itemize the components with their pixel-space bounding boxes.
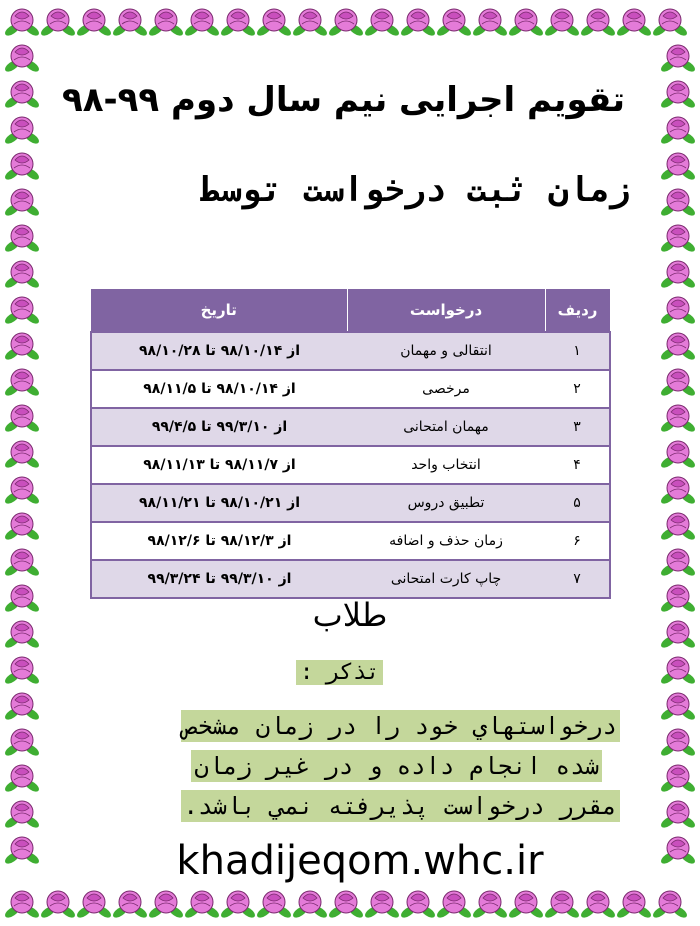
- flower-icon: [471, 9, 509, 38]
- flower-icon: [39, 891, 77, 920]
- page-title: تقویم اجرایی نیم سال دوم ۹۹-۹۸: [62, 80, 625, 120]
- flower-icon: [3, 801, 41, 830]
- flower-icon: [659, 441, 697, 470]
- row-date: از ۹۸/۱۰/۲۱ تا ۹۸/۱۱/۲۱: [91, 484, 347, 522]
- header-date: تاریخ: [91, 289, 347, 332]
- page-subtitle: زمان ثبت درخواست توسط: [200, 170, 630, 210]
- flower-icon: [3, 117, 41, 146]
- row-request: مرخصی: [347, 370, 545, 408]
- flower-icon: [659, 189, 697, 218]
- row-date: از ۹۸/۱۰/۱۴ تا ۹۸/۱۱/۵: [91, 370, 347, 408]
- table-row: [91, 560, 610, 598]
- flower-icon: [659, 765, 697, 794]
- row-date: از ۹۹/۳/۱۰ تا ۹۹/۴/۵: [91, 408, 347, 446]
- flower-icon: [507, 9, 545, 38]
- flower-icon: [3, 837, 41, 866]
- row-number: ۷: [545, 560, 610, 598]
- note-line-3: [60, 792, 620, 820]
- flower-icon: [3, 657, 41, 686]
- flower-icon: [327, 891, 365, 920]
- flower-icon: [3, 153, 41, 182]
- flower-icon: [3, 9, 41, 38]
- flower-icon: [3, 585, 41, 614]
- note-text: شده انجام داده و در غير زمان: [191, 750, 602, 782]
- note-line-1: [60, 712, 620, 740]
- flower-icon: [659, 261, 697, 290]
- flower-icon: [3, 297, 41, 326]
- flower-icon: [3, 189, 41, 218]
- flower-icon: [659, 585, 697, 614]
- flower-icon: [659, 369, 697, 398]
- flower-icon: [3, 369, 41, 398]
- flower-icon: [659, 81, 697, 110]
- flower-icon: [659, 477, 697, 506]
- flower-icon: [219, 9, 257, 38]
- flower-icon: [111, 9, 149, 38]
- flower-icon: [659, 801, 697, 830]
- flower-icon: [327, 9, 365, 38]
- flower-icon: [659, 45, 697, 74]
- flower-icon: [543, 891, 581, 920]
- note-line-2: [60, 752, 602, 780]
- row-request: مهمان امتحانی: [347, 408, 545, 446]
- flower-icon: [3, 261, 41, 290]
- flower-icon: [111, 891, 149, 920]
- row-number: ۴: [545, 446, 610, 484]
- flower-icon: [659, 297, 697, 326]
- flower-icon: [3, 441, 41, 470]
- flower-icon: [255, 9, 293, 38]
- table-row: [91, 522, 610, 560]
- table-row: [91, 408, 610, 446]
- note-text: مقرر درخواست پذيرفته نمي باشد.: [181, 790, 620, 822]
- flower-icon: [615, 891, 653, 920]
- row-date: از ۹۸/۱۱/۷ تا ۹۸/۱۱/۱۳: [91, 446, 347, 484]
- table-header-row: [91, 289, 610, 332]
- row-request: چاپ کارت امتحانی: [347, 560, 545, 598]
- row-number: ۱: [545, 332, 610, 370]
- flower-icon: [471, 891, 509, 920]
- flower-icon: [183, 891, 221, 920]
- flower-icon: [3, 81, 41, 110]
- flower-icon: [507, 891, 545, 920]
- row-date: از ۹۹/۳/۱۰ تا ۹۹/۳/۲۴: [91, 560, 347, 598]
- flower-icon: [3, 225, 41, 254]
- flower-icon: [3, 549, 41, 578]
- row-request: تطبیق دروس: [347, 484, 545, 522]
- flower-icon: [3, 765, 41, 794]
- row-request: انتقالی و مهمان: [347, 332, 545, 370]
- flower-icon: [3, 45, 41, 74]
- flower-icon: [615, 9, 653, 38]
- flower-icon: [75, 891, 113, 920]
- flower-icon: [219, 891, 257, 920]
- table-row: [91, 332, 610, 370]
- row-request: انتخاب واحد: [347, 446, 545, 484]
- flower-icon: [3, 477, 41, 506]
- flower-icon: [659, 657, 697, 686]
- row-number: ۲: [545, 370, 610, 408]
- flower-icon: [291, 9, 329, 38]
- flower-icon: [3, 333, 41, 362]
- flower-icon: [651, 891, 689, 920]
- website-url: khadijeqom.whc.ir: [176, 838, 544, 884]
- flower-icon: [183, 9, 221, 38]
- flower-icon: [3, 891, 41, 920]
- row-number: ۶: [545, 522, 610, 560]
- row-request: زمان حذف و اضافه: [347, 522, 545, 560]
- flower-icon: [659, 837, 697, 866]
- flower-icon: [147, 9, 185, 38]
- flower-icon: [435, 891, 473, 920]
- flower-icon: [363, 891, 401, 920]
- row-date: از ۹۸/۱۰/۱۴ تا ۹۸/۱۰/۲۸: [91, 332, 347, 370]
- flower-icon: [659, 549, 697, 578]
- flower-icon: [659, 153, 697, 182]
- flower-icon: [75, 9, 113, 38]
- row-number: ۵: [545, 484, 610, 522]
- flower-icon: [3, 513, 41, 542]
- table-row: [91, 484, 610, 522]
- table-row: [91, 370, 610, 408]
- flower-icon: [659, 333, 697, 362]
- flower-icon: [3, 405, 41, 434]
- flower-icon: [363, 9, 401, 38]
- row-date: از ۹۸/۱۲/۳ تا ۹۸/۱۲/۶: [91, 522, 347, 560]
- flower-icon: [291, 891, 329, 920]
- flower-icon: [579, 891, 617, 920]
- flower-icon: [39, 9, 77, 38]
- flower-icon: [651, 9, 689, 38]
- flower-icon: [659, 117, 697, 146]
- flower-icon: [435, 9, 473, 38]
- flower-icon: [147, 891, 185, 920]
- flower-icon: [659, 225, 697, 254]
- note-label: تذکر :: [296, 660, 383, 685]
- flower-icon: [399, 891, 437, 920]
- flower-icon: [659, 621, 697, 650]
- flower-icon: [3, 621, 41, 650]
- flower-icon: [659, 693, 697, 722]
- flower-icon: [3, 693, 41, 722]
- flower-icon: [659, 513, 697, 542]
- students-label: طلاب: [312, 596, 388, 634]
- flower-icon: [579, 9, 617, 38]
- table-row: [91, 446, 610, 484]
- schedule-table: [90, 289, 611, 599]
- row-number: ۳: [545, 408, 610, 446]
- header-row-number: ردیف: [545, 289, 610, 332]
- flower-icon: [659, 405, 697, 434]
- flower-icon: [399, 9, 437, 38]
- note-text: درخواستهاي خود را در زمان مشخص: [181, 710, 620, 742]
- flower-icon: [543, 9, 581, 38]
- flower-icon: [659, 729, 697, 758]
- header-request: درخواست: [347, 289, 545, 332]
- flower-icon: [255, 891, 293, 920]
- flower-icon: [3, 729, 41, 758]
